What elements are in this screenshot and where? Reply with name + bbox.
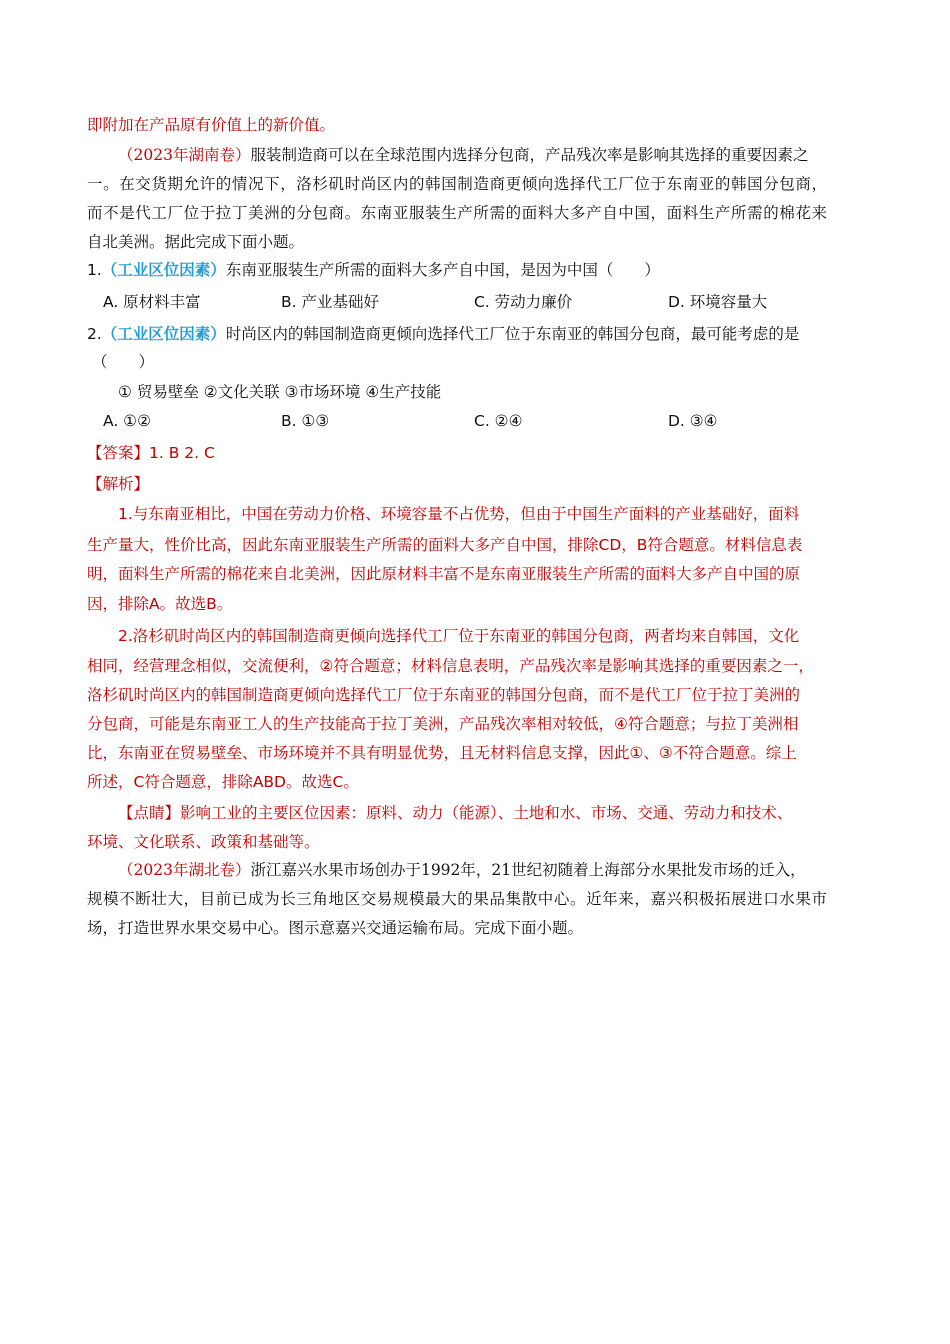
question-1-option-b: B. 产业基础好 — [281, 293, 379, 311]
question-2-tag: （工业区位因素） — [101, 325, 226, 343]
analysis1-line-2: 生产量大，性价比高，因此东南亚服装生产所需的面料大多产自中国，排除CD，B符合题意。材料信息表 — [87, 536, 803, 554]
question-1-option-d: D. 环境容量大 — [668, 293, 768, 311]
tip-line-1: 【点睛】影响工业的主要区位因素：原料、动力（能源）、土地和水、市场、交通、劳动力和技术、 — [118, 804, 793, 822]
question-2-stem-paren: （ ） — [92, 353, 155, 371]
passage2-line-3: 场，打造世界水果交易中心。图示意嘉兴交通运输布局。完成下面小题。 — [87, 919, 584, 937]
question-2-stem: 2.（工业区位因素）时尚区内的韩国制造商更倾向选择代工厂位于东南亚的韩国分包商，最可能考虑的是 — [87, 325, 800, 343]
passage1-source: （2023年湖南卷） — [118, 146, 251, 164]
question-1-tag: （工业区位因素） — [101, 261, 226, 279]
question-2-items: ① 贸易壁垒 ②文化关联 ③市场环境 ④生产技能 — [118, 383, 442, 401]
analysis2-line-6: 所述，C符合题意，排除ABD。故选C。 — [87, 773, 359, 791]
passage1-line-3: 而不是代工厂位于拉丁美洲的分包商。东南亚服装生产所需的面料大多产自中国，面料生产所需的棉花来 — [87, 204, 828, 222]
analysis-label: 【解析】 — [87, 475, 150, 493]
question-1-option-a: A. 原材料丰富 — [103, 293, 201, 311]
tip-line-2: 环境、文化联系、政策和基础等。 — [87, 833, 320, 851]
question-1-stem: 1.（工业区位因素）东南亚服装生产所需的面料大多产自中国，是因为中国（ ） — [87, 261, 660, 279]
intro-tail: 即附加在产品原有价值上的新价值。 — [87, 116, 336, 134]
passage1-line-4: 自北美洲。据此完成下面小题。 — [87, 233, 305, 251]
analysis2-line-2: 相同，经营理念相似，交流便利，②符合题意；材料信息表明，产品残次率是影响其选择的重要因素之一， — [87, 657, 814, 675]
question-2-option-d: D. ③④ — [668, 412, 718, 430]
analysis1-line-4: 因，排除A。故选B。 — [87, 595, 233, 613]
analysis2-line-5: 比，东南亚在贸易壁垒、市场环境并不具有明显优势，且无材料信息支撑，因此①、③不符合题意。综上 — [87, 744, 797, 762]
analysis2-line-1: 2.洛杉矶时尚区内的韩国制造商更倾向选择代工厂位于东南亚的韩国分包商，两者均来自韩国，文化 — [118, 627, 800, 645]
analysis2-line-4: 分包商，可能是东南亚工人的生产技能高于拉丁美洲，产品残次率相对较低，④符合题意；与拉丁美洲相 — [87, 715, 799, 733]
question-2-option-a: A. ①② — [103, 412, 151, 430]
answer — [87, 443, 215, 463]
analysis2-line-3: 洛杉矶时尚区内的韩国制造商更倾向选择代工厂位于东南亚的韩国分包商，而不是代工厂位于拉丁美洲的 — [87, 686, 801, 704]
passage2-line-2: 规模不断壮大，目前已成为长三角地区交易规模最大的果品集散中心。近年来，嘉兴积极拓展进口水果市 — [87, 890, 828, 908]
question-2-option-c: C. ②④ — [474, 412, 523, 430]
answer-label: 【答案】 — [87, 444, 150, 462]
passage2-line-1: （2023年湖北卷）浙江嘉兴水果市场创办于1992年，21世纪初随着上海部分水果批发市场的迁入， — [118, 861, 806, 879]
question-2-option-b: B. ①③ — [281, 412, 330, 430]
passage2-source: （2023年湖北卷） — [118, 861, 251, 879]
analysis1-line-1: 1.与东南亚相比，中国在劳动力价格、环境容量不占优势，但由于中国生产面料的产业基础好，面料 — [118, 505, 800, 523]
passage1-line-1: （2023年湖南卷）服装制造商可以在全球范围内选择分包商，产品残次率是影响其选择的重要因素之 — [118, 146, 809, 164]
passage1-line-2: 一。在交货期允许的情况下，洛杉矶时尚区内的韩国制造商更倾向选择代工厂位于东南亚的韩国分包商， — [87, 175, 828, 193]
answer-text: 1. B 2. C — [149, 444, 215, 462]
analysis1-line-3: 明，面料生产所需的棉花来自北美洲，因此原材料丰富不是东南亚服装生产所需的面料大多产自中国的原 — [87, 565, 801, 583]
question-1-option-c: C. 劳动力廉价 — [474, 293, 573, 311]
